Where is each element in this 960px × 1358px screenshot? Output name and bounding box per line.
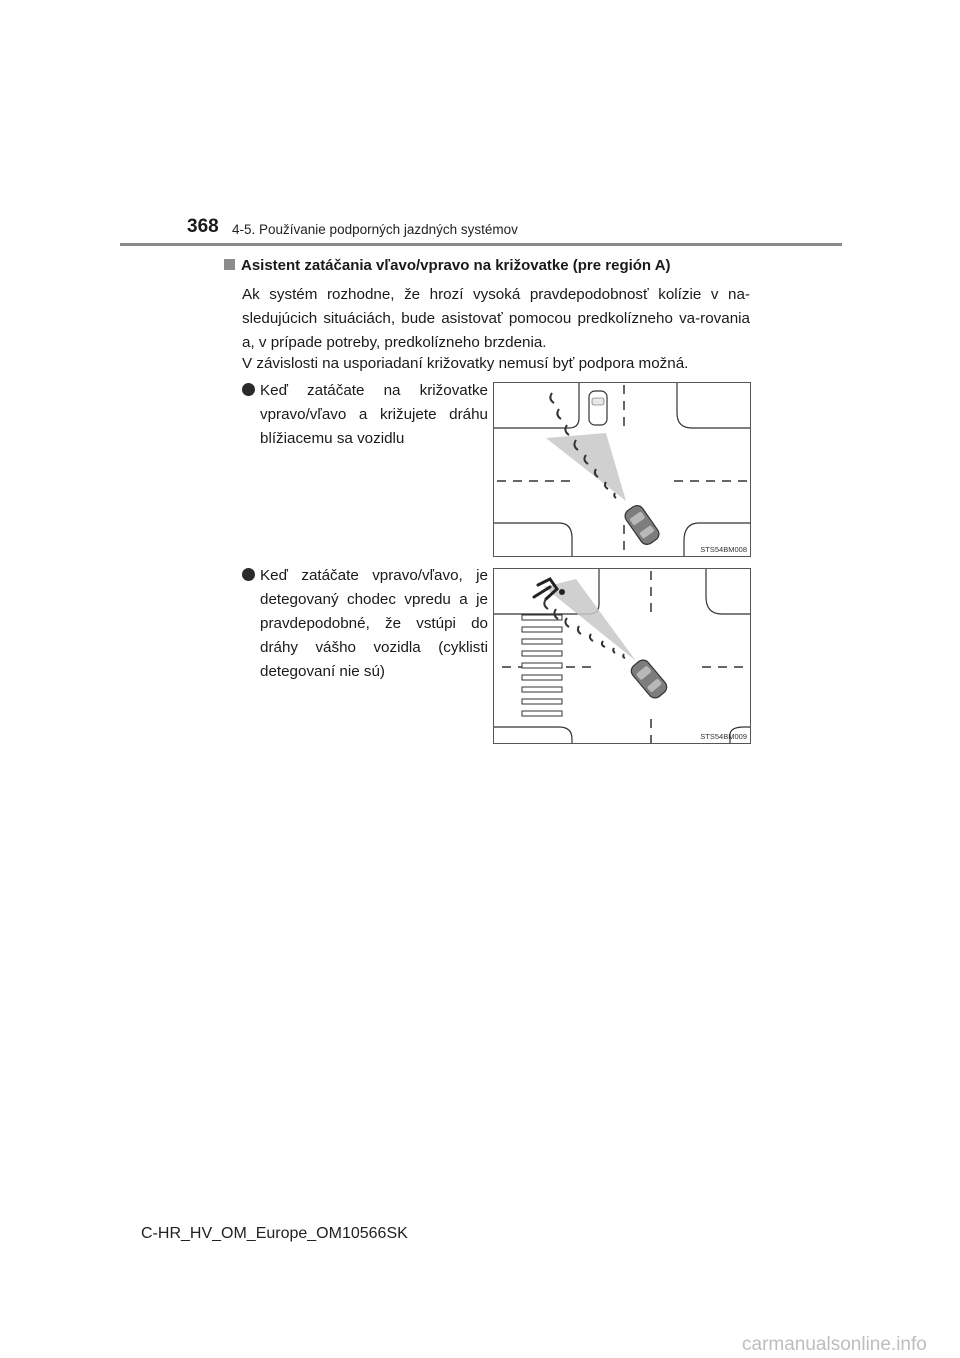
oncoming-car-icon [589,391,607,425]
bullet-dot-icon [242,568,255,581]
figure-pedestrian [493,568,751,744]
figure-code: STS54BM009 [700,732,747,741]
footer-doc-id: C-HR_HV_OM_Europe_OM10566SK [141,1225,408,1242]
header-rule [120,243,842,246]
section-title [224,257,671,274]
chapter-title: 4-5. Používanie podporných jazdných systémov [232,222,518,237]
figure-code: STS54BM008 [700,545,747,554]
bullet-item [242,379,488,451]
watermark: carmanualsonline.info [742,1334,927,1355]
bullet-dot-icon [242,383,255,396]
figure-oncoming-vehicle [493,382,751,557]
ego-car-icon [628,657,669,700]
bullet-item [242,564,488,684]
ego-car-icon [622,503,661,547]
bullet-text: Keď zatáčate vpravo/vľavo, je detegovaný chodec vpredu a je pravdepodobné, že vstúpi do dráhy vášho vozidla (cyklisti detegovaní nie sú) [260,567,488,680]
intersection-diagram [494,383,750,556]
paragraph-1: Ak systém rozhodne, že hrozí vysoká pravdepodobnosť kolízie v na-sledujúcich situáciách, bude asistovať pomocou predkolízneho va-rovania a, v prípade potreby, predkolízneho brzdenia. [242,286,750,351]
section-title-text: Asistent zatáčania vľavo/vpravo na križovatke (pre región A) [241,257,671,274]
bullet-text: Keď zatáčate na križovatke vpravo/vľavo a križujete dráhu blížiacemu sa vozidlu [260,382,488,447]
crosswalk-diagram [494,569,750,743]
section-square-icon [224,259,235,270]
page-number: 368 [187,216,219,237]
paragraph-2: V závislosti na usporiadaní križovatky nemusí byť podpora možná. [242,355,689,372]
